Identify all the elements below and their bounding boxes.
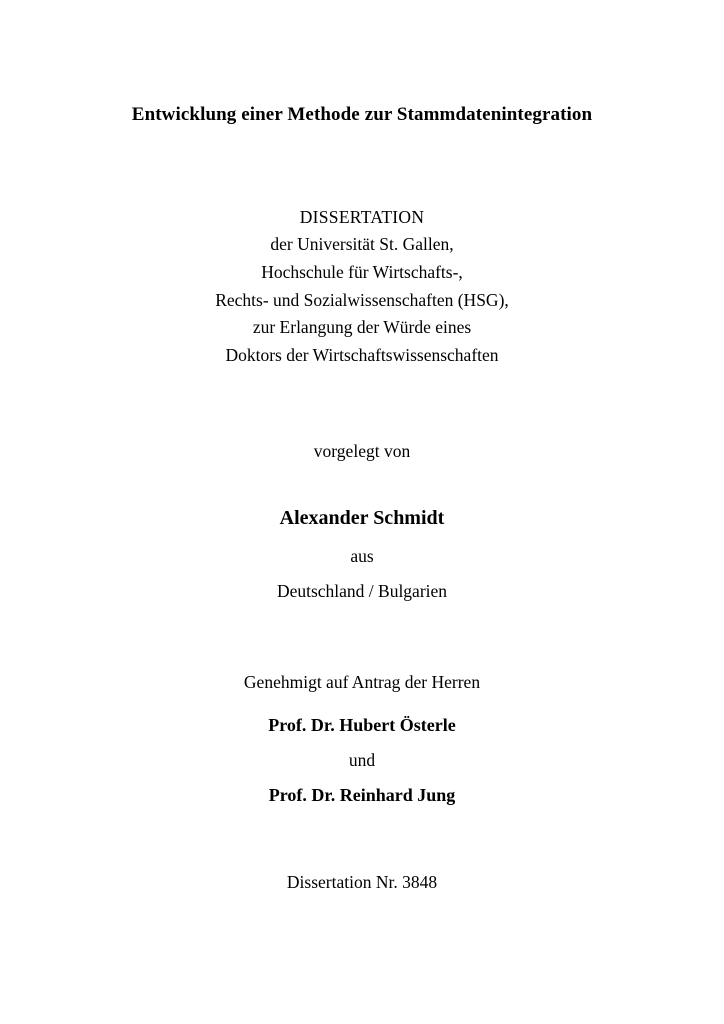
page-title: Entwicklung einer Methode zur Stammdatenintegration — [131, 104, 593, 125]
degree-line: Doktors der Wirtschaftswissenschaften — [225, 344, 499, 365]
dissertation-statement — [0, 204, 724, 370]
degree-purpose-line: zur Erlangung der Würde eines — [252, 317, 472, 338]
author-name: Alexander Schmidt — [279, 506, 445, 529]
and-label: und — [348, 749, 376, 770]
from-label: aus — [350, 545, 374, 566]
dissertation-label: DISSERTATION — [299, 206, 425, 227]
approval-label: Genehmigt auf Antrag der Herren — [243, 671, 481, 692]
submitted-by-label: vorgelegt von — [313, 440, 411, 461]
university-line: der Universität St. Gallen, — [270, 234, 454, 255]
dissertation-number: Dissertation Nr. 3848 — [286, 871, 438, 892]
school-line: Hochschule für Wirtschafts-, — [261, 261, 463, 282]
faculty-line: Rechts- und Sozialwissenschaften (HSG), — [215, 289, 509, 310]
author-origin: Deutschland / Bulgarien — [276, 580, 448, 601]
referee-secondary: Prof. Dr. Reinhard Jung — [268, 784, 456, 805]
referee-primary: Prof. Dr. Hubert Österle — [268, 714, 456, 735]
